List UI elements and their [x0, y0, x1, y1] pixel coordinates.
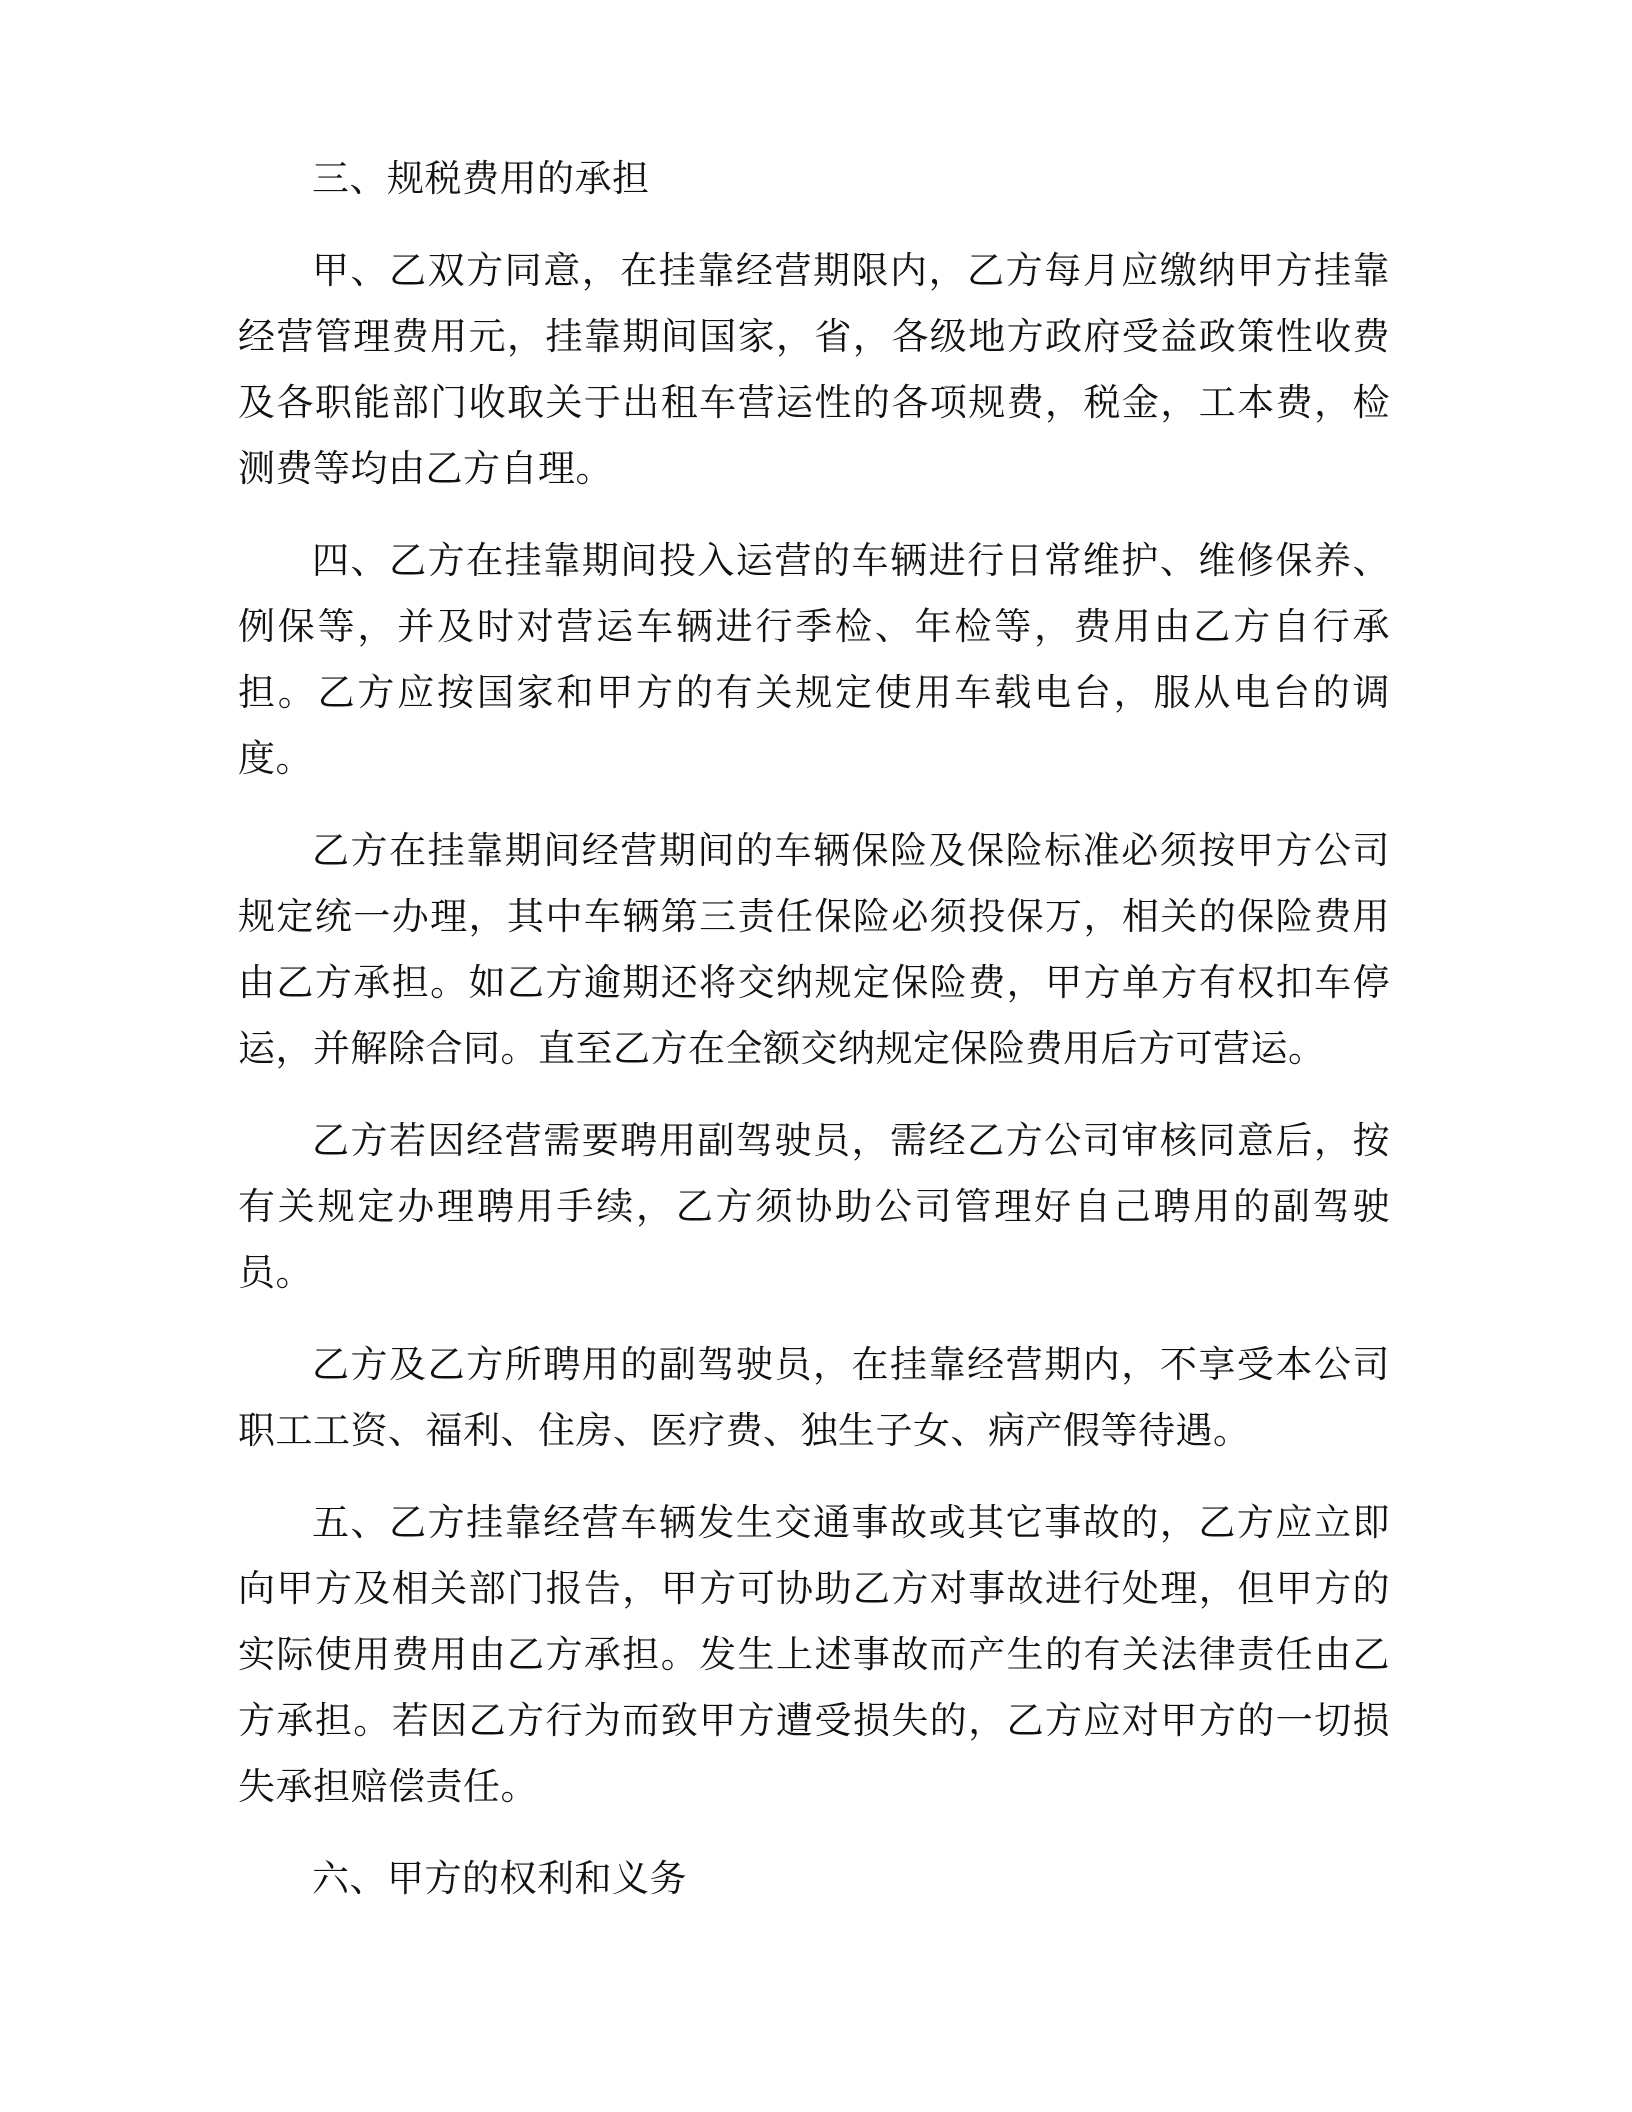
paragraph-co-driver: 乙方若因经营需要聘用副驾驶员，需经乙方公司审核同意后，按有关规定办理聘用手续，乙方须协助公司管理好自己聘用的副驾驶员。: [238, 1119, 1390, 1294]
section-heading-3: 三、规税费用的承担: [312, 157, 650, 200]
section-heading-6: 六、甲方的权利和义务: [312, 1857, 687, 1900]
paragraph-benefits: 乙方及乙方所聘用的副驾驶员，在挂靠经营期内，不享受本公司职工工资、福利、住房、医疗费、独生子女、病产假等待遇。: [238, 1343, 1390, 1452]
paragraph-fees: 甲、乙双方同意，在挂靠经营期限内，乙方每月应缴纳甲方挂靠经营管理费用元，挂靠期间国家，省，各级地方政府受益政策性收费及各职能部门收取关于出租车营运性的各项规费，税金，工本费，检测费等均由乙方自理。: [238, 249, 1390, 490]
paragraph-insurance: 乙方在挂靠期间经营期间的车辆保险及保险标准必须按甲方公司规定统一办理，其中车辆第三责任保险必须投保万，相关的保险费用由乙方承担。如乙方逾期还将交纳规定保险费，甲方单方有权扣车停运，并解除合同。直至乙方在全额交纳规定保险费用后方可营运。: [238, 829, 1390, 1070]
paragraph-section-4-maintenance: 四、乙方在挂靠期间投入运营的车辆进行日常维护、维修保养、例保等，并及时对营运车辆进行季检、年检等，费用由乙方自行承担。乙方应按国家和甲方的有关规定使用车载电台，服从电台的调度。: [238, 539, 1390, 780]
paragraph-section-5-accidents: 五、乙方挂靠经营车辆发生交通事故或其它事故的，乙方应立即向甲方及相关部门报告，甲方可协助乙方对事故进行处理，但甲方的实际使用费用由乙方承担。发生上述事故而产生的有关法律责任由乙方承担。若因乙方行为而致甲方遭受损失的，乙方应对甲方的一切损失承担赔偿责任。: [238, 1501, 1390, 1808]
document-body: [238, 146, 1390, 1938]
